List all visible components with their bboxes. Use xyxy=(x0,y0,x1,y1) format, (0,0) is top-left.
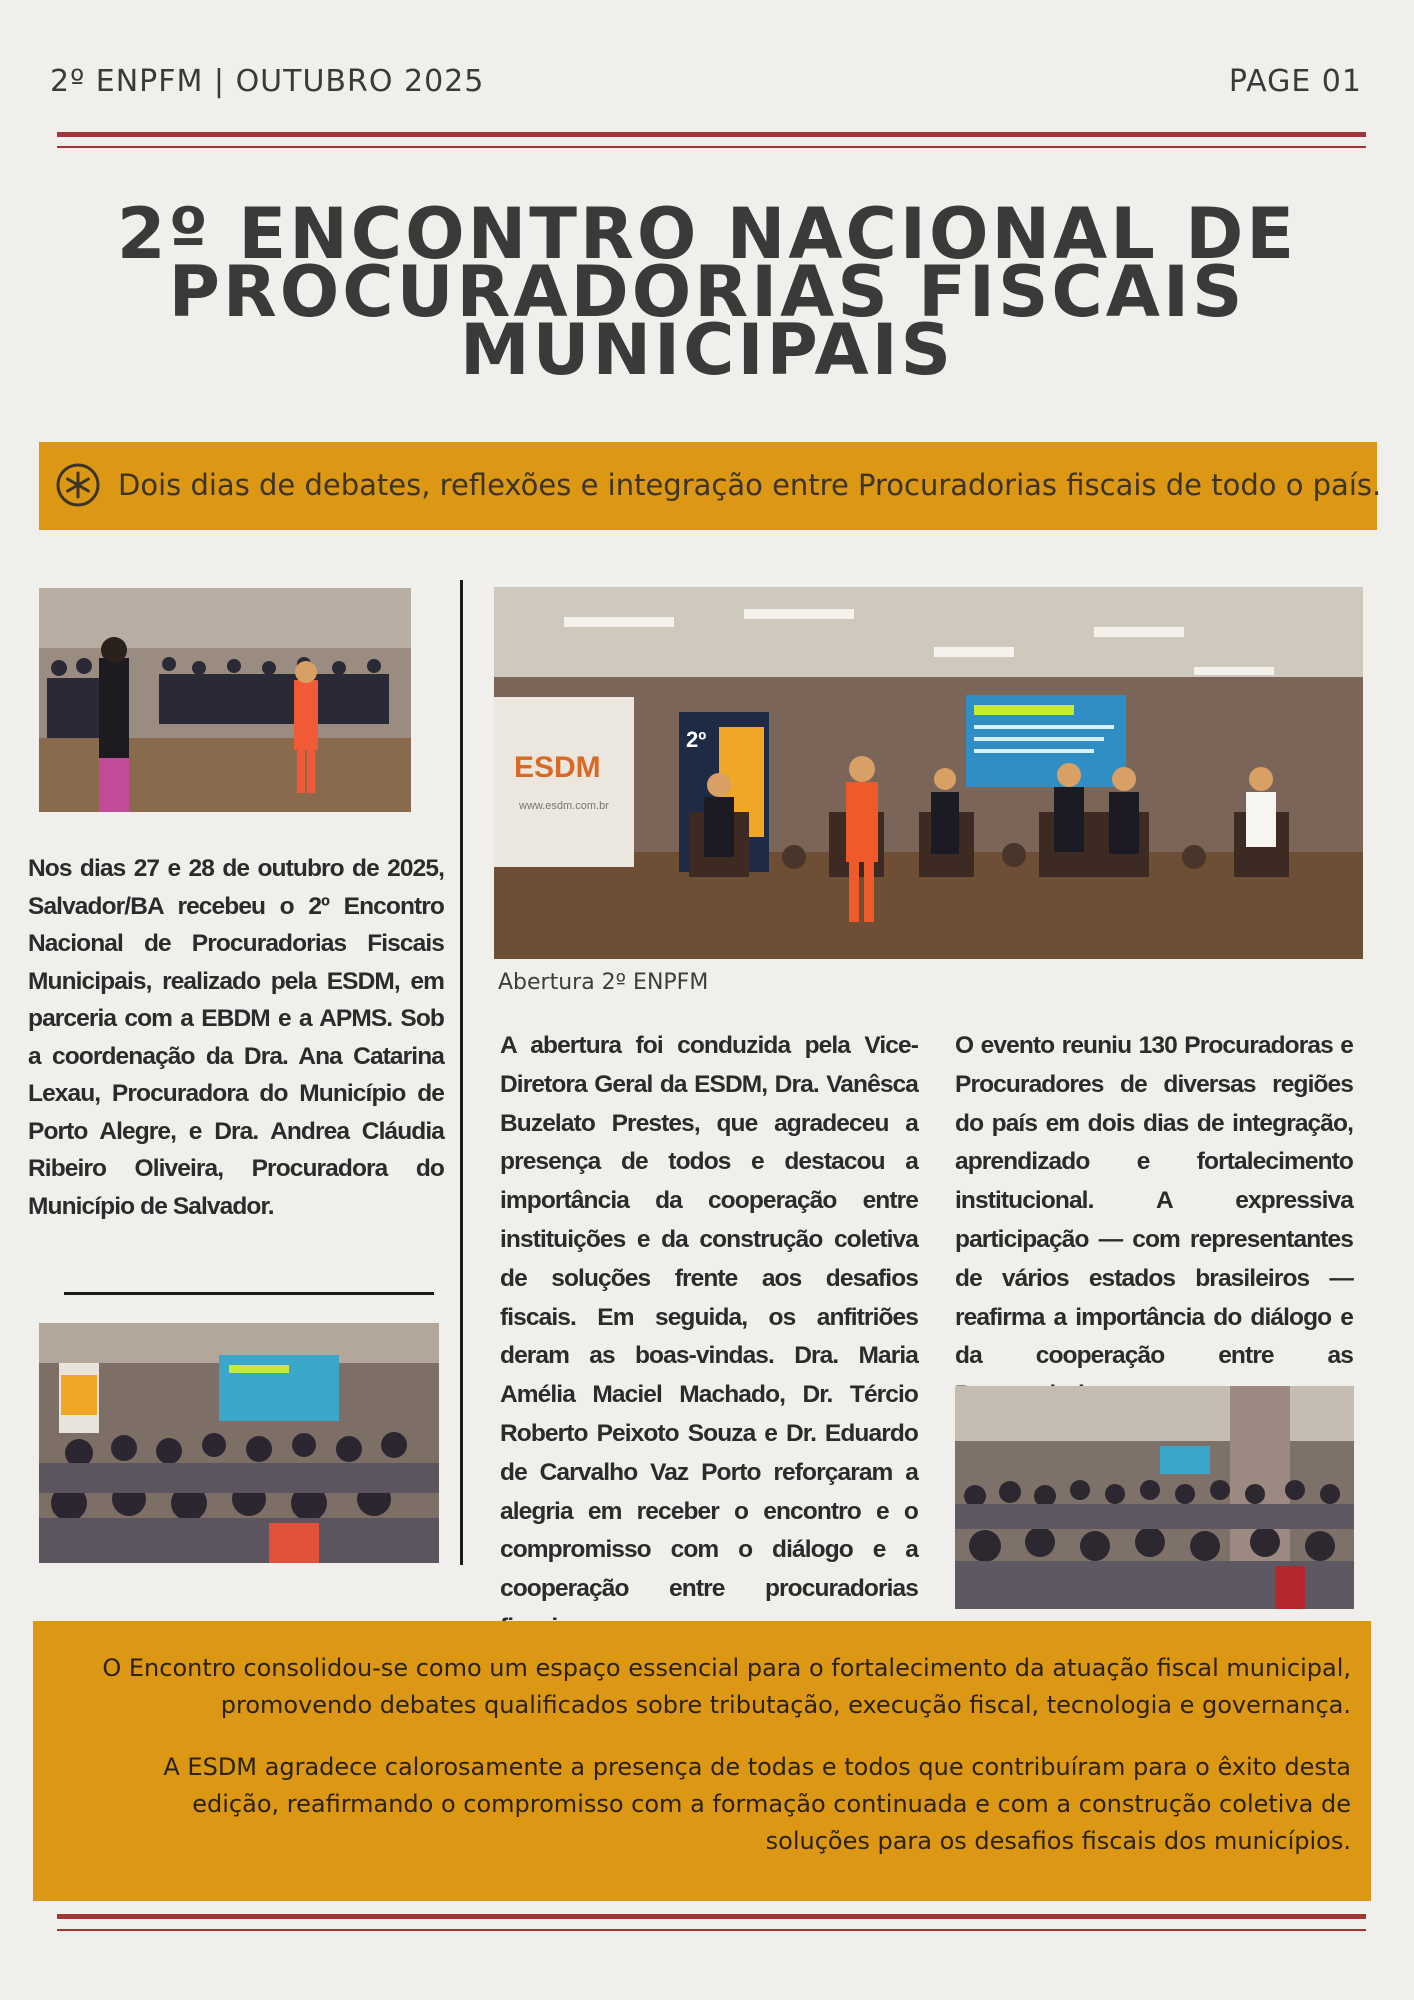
photo-audience-speaker xyxy=(39,588,411,812)
title-line-2: PROCURADORIAS FISCAIS xyxy=(168,251,1246,333)
attendance-paragraph: O evento reuniu 130 Procuradoras e Procuradores de diversas regiões do país em dois dias de integração, aprendizado e fortalecimento institucional. A expressiva participação — com representantes de vários estados brasileiros — reafirma a importância do diálogo e da cooperação entre as xyxy=(955,1032,1353,1370)
header-rule-thick xyxy=(57,132,1366,137)
esdm-banner-url: www.esdm.com.br xyxy=(519,800,609,812)
intro-paragraph: Nos dias 27 e 28 de outubro de 2025, Salvador/BA recebeu o 2º Encontro Nacional de Procuradorias Fiscais Municipais, realizado pela ESDM, em parceria com a EBDM e a APMS. Sob a coordenação da Dra. Ana Catarina Lexau, Procuradora do Município de Porto Alegre, e Dra. Andrea Cláudia Ribeiro Oliveira, Procuradora do Município de Salvador. xyxy=(28,855,444,1220)
main-photo-caption: Abertura 2º ENPFM xyxy=(498,970,709,995)
header-rule-thin xyxy=(57,146,1366,148)
asterisk-circle-icon xyxy=(55,462,101,508)
esdm-banner-text: ESDM xyxy=(514,751,601,784)
closing-para2-line2: edição, reafirmando o compromisso com a formação continuada e com a construção coletiva de xyxy=(192,1790,1351,1818)
title-line-1: 2º ENCONTRO NACIONAL DE xyxy=(116,193,1298,275)
column-divider xyxy=(460,580,463,1565)
closing-text xyxy=(102,1650,1351,1860)
photo-audience-screen xyxy=(39,1323,439,1563)
title-line-3: MUNICIPAIS xyxy=(459,309,955,391)
photo-full-audience xyxy=(955,1386,1354,1609)
footer-rule-thin xyxy=(57,1929,1366,1931)
opening-paragraph: A abertura foi conduzida pela Vice-Diretora Geral da ESDM, Dra. Vanêsca Buzelato Prestes, que agradeceu a presença de todos e destacou a importância da cooperação entre instituições e da construção coletiva de soluções frente aos desafios fiscais. Em seguida, os anfitriões deram as boas-vindas. Dra. Maria Amélia Maciel Machado, Dr. Tércio Roberto Peixoto Souza e Dr. Eduardo de Carvalho Vaz Porto reforçaram a alegria em receber o encontro e o compromisso com o diálogo e a cooperação entre procuradorias xyxy=(500,1032,918,1603)
header-page-number: PAGE 01 xyxy=(1228,64,1362,99)
closing-para2-line3: soluções para os desafios fiscais dos municípios. xyxy=(765,1827,1351,1855)
footer-rule-thick xyxy=(57,1914,1366,1919)
closing-para1-line2: promovendo debates qualificados sobre tributação, execução fiscal, tecnologia e governança. xyxy=(220,1691,1351,1719)
closing-para2-line1: A ESDM agradece calorosamente a presença de todas e todos que contribuíram para o êxito desta xyxy=(163,1753,1351,1781)
stand-banner-text: 2º xyxy=(686,727,707,752)
left-divider xyxy=(64,1292,434,1295)
tagline-text: Dois dias de debates, reflexões e integração entre Procuradorias fiscais de todo o país. xyxy=(118,468,1382,502)
closing-para1-line1: O Encontro consolidou-se como um espaço essencial para o fortalecimento da atuação fiscal municipal, xyxy=(102,1654,1351,1682)
header-edition: 2º ENPFM | OUTUBRO 2025 xyxy=(50,64,485,99)
photo-opening-panel xyxy=(494,587,1363,959)
page-title xyxy=(80,193,1334,391)
